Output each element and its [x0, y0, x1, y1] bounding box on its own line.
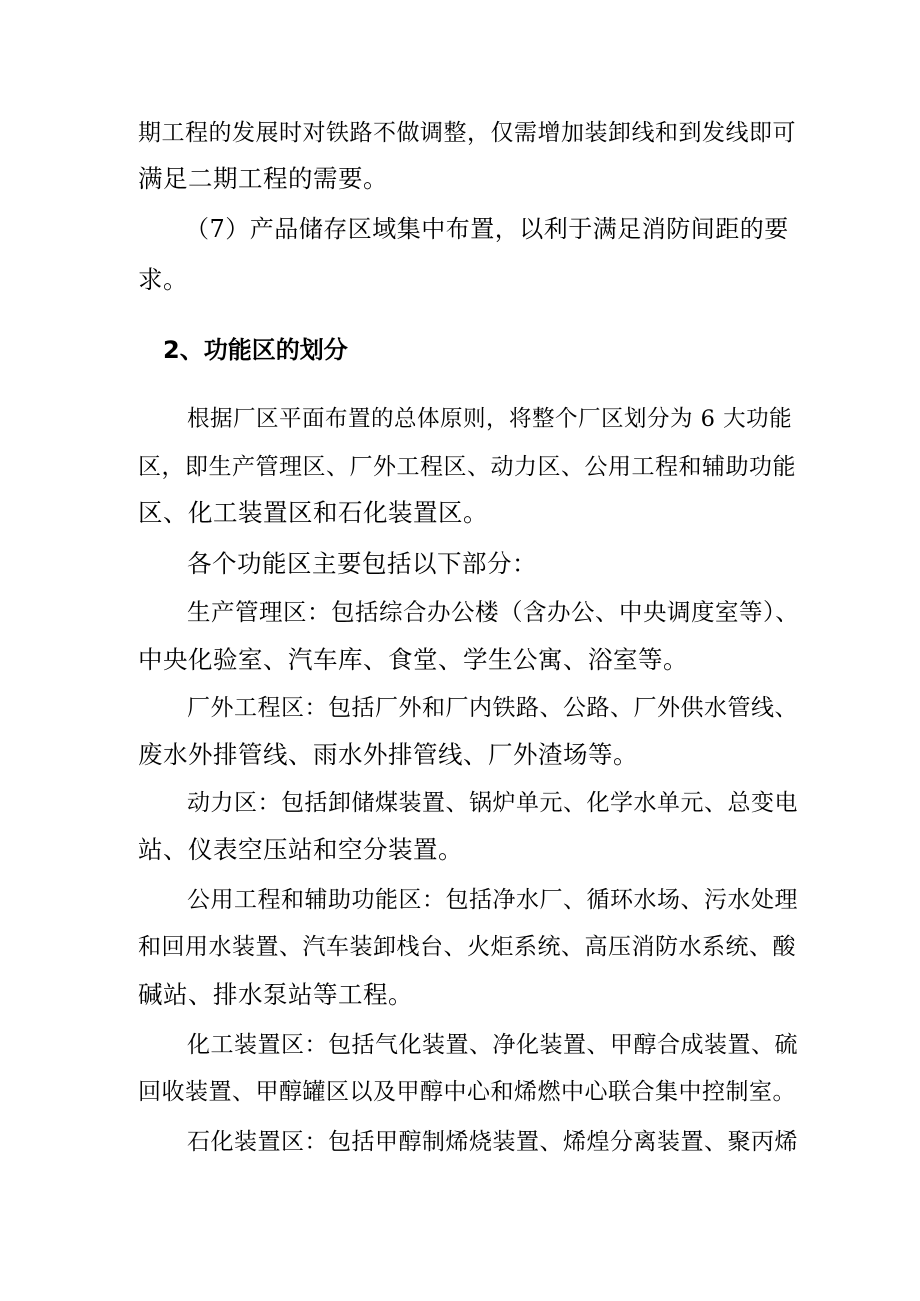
paragraph-line: 区、化工装置区和石化装置区。	[138, 498, 488, 527]
paragraph-line: 满足二期工程的需要。	[138, 164, 388, 193]
paragraph-line: 和回用水装置、汽车装卸栈台、火炬系统、高压消防水系统、酸	[138, 934, 796, 960]
paragraph-line: 期工程的发展时对铁路不做调整，仅需增加装卸线和到发线即可	[138, 120, 796, 146]
section-heading: 2、功能区的划分	[163, 336, 348, 364]
paragraph-line: 化工装置区：包括气化装置、净化装置、甲醇合成装置、硫	[187, 1032, 798, 1058]
paragraph-line: 根据厂区平面布置的总体原则，将整个厂区划分为 6 大功能	[187, 406, 793, 432]
paragraph-line: 石化装置区：包括甲醇制烯烧装置、烯煌分离装置、聚丙烯	[187, 1129, 798, 1155]
paragraph-line: （7）产品储存区域集中布置，以利于满足消防间距的要	[185, 215, 789, 243]
paragraph-line: 动力区：包括卸储煤装置、锅炉单元、化学水单元、总变电	[187, 790, 798, 816]
paragraph-line: 公用工程和辅助功能区：包括净水厂、循环水场、污水处理	[187, 887, 798, 913]
paragraph-line: 生产管理区：包括综合办公楼（含办公、中央调度室等）、	[187, 598, 800, 626]
paragraph-line: 求。	[138, 265, 188, 294]
paragraph-line: 各个功能区主要包括以下部分：	[187, 549, 537, 578]
paragraph-line: 中央化验室、汽车库、食堂、学生公寓、浴室等。	[138, 645, 688, 674]
paragraph-line: 区，即生产管理区、厂外工程区、动力区、公用工程和辅助功能	[138, 454, 796, 480]
paragraph-line: 碱站、排水泵站等工程。	[138, 980, 413, 1009]
paragraph-line: 厂外工程区：包括厂外和厂内铁路、公路、厂外供水管线、	[187, 695, 798, 721]
paragraph-line: 站、仪表空压站和空分装置。	[138, 835, 463, 864]
paragraph-line: 回收装置、甲醇罐区以及甲醇中心和烯燃中心联合集中控制室。	[138, 1079, 796, 1105]
paragraph-line: 废水外排管线、雨水外排管线、厂外渣场等。	[138, 740, 638, 769]
